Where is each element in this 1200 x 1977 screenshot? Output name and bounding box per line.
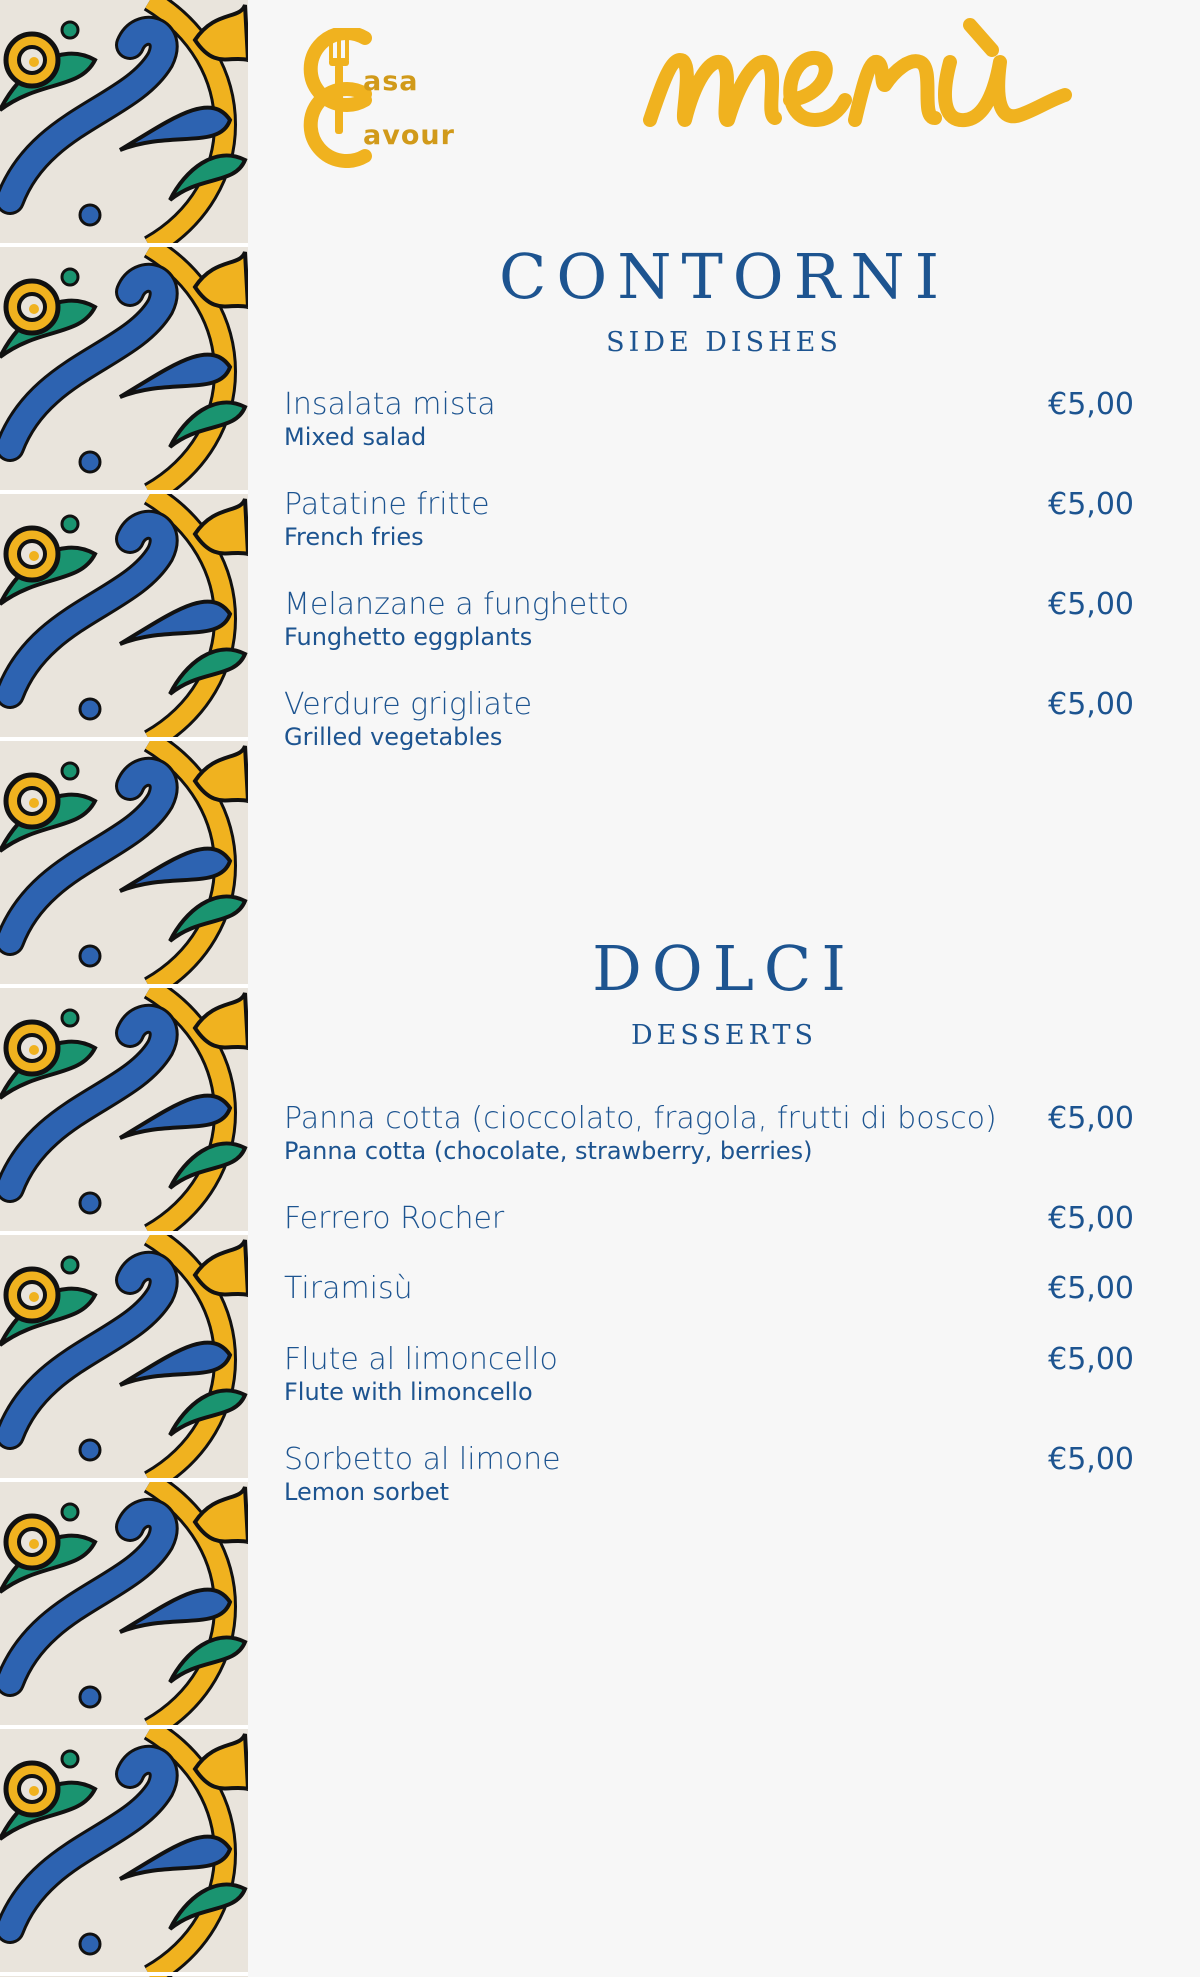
menu-item-description: Grilled vegetables (284, 723, 503, 751)
majolica-tile-strip (0, 0, 248, 1977)
menu-item-price: €5,00 (1048, 587, 1134, 622)
menu-item (284, 387, 1134, 451)
menu-item (284, 1442, 1134, 1506)
menu-item-name: Melanzane a funghetto (284, 587, 630, 622)
menu-item-price: €5,00 (1048, 1442, 1134, 1477)
menu-item (284, 487, 1134, 551)
tile-pattern-graphic (0, 0, 248, 1977)
menu-item-price: €5,00 (1048, 687, 1134, 722)
menu-item-name: Ferrero Rocher (284, 1201, 505, 1236)
section-subtitle-desserts: DESSERTS (631, 1020, 817, 1051)
section-subtitle-side-dishes: SIDE DISHES (606, 327, 842, 358)
section-title-dolci: DOLCI (592, 932, 856, 1005)
menu-item-price: €5,00 (1048, 1101, 1134, 1136)
menu-item-description: Panna cotta (chocolate, strawberry, berries) (284, 1137, 813, 1165)
menu-item-price: €5,00 (1048, 1201, 1134, 1236)
menu-item-name: Panna cotta (cioccolato, fragola, frutti di bosco) (284, 1101, 997, 1136)
menu-item-description: Mixed salad (284, 423, 427, 451)
menu-script-title (640, 0, 1090, 180)
menu-item-price: €5,00 (1048, 487, 1134, 522)
logo-text-cavour: avour (363, 120, 455, 151)
menu-item (284, 1342, 1134, 1406)
menu-item-name: Sorbetto al limone (284, 1442, 561, 1477)
menu-item-description: Funghetto eggplants (284, 623, 533, 651)
menu-script-graphic (640, 0, 1090, 180)
menu-item (284, 1101, 1134, 1165)
menu-item-price: €5,00 (1048, 387, 1134, 422)
menu-item-description: French fries (284, 523, 424, 551)
menu-item-name: Insalata mista (284, 387, 496, 422)
menu-item (284, 1271, 1134, 1307)
casa-cavour-logo (295, 28, 495, 168)
menu-item-description: Lemon sorbet (284, 1478, 450, 1506)
menu-item-name: Flute al limoncello (284, 1342, 558, 1377)
menu-item-name: Patatine fritte (284, 487, 490, 522)
menu-item (284, 687, 1134, 751)
menu-item-name: Tiramisù (284, 1271, 413, 1306)
menu-item (284, 587, 1134, 651)
menu-item-price: €5,00 (1048, 1271, 1134, 1306)
menu-item-price: €5,00 (1048, 1342, 1134, 1377)
menu-item (284, 1201, 1134, 1237)
menu-item-name: Verdure grigliate (284, 687, 533, 722)
logo-text-casa: asa (363, 66, 419, 97)
menu-item-description: Flute with limoncello (284, 1378, 533, 1406)
section-title-contorni: CONTORNI (498, 240, 950, 313)
